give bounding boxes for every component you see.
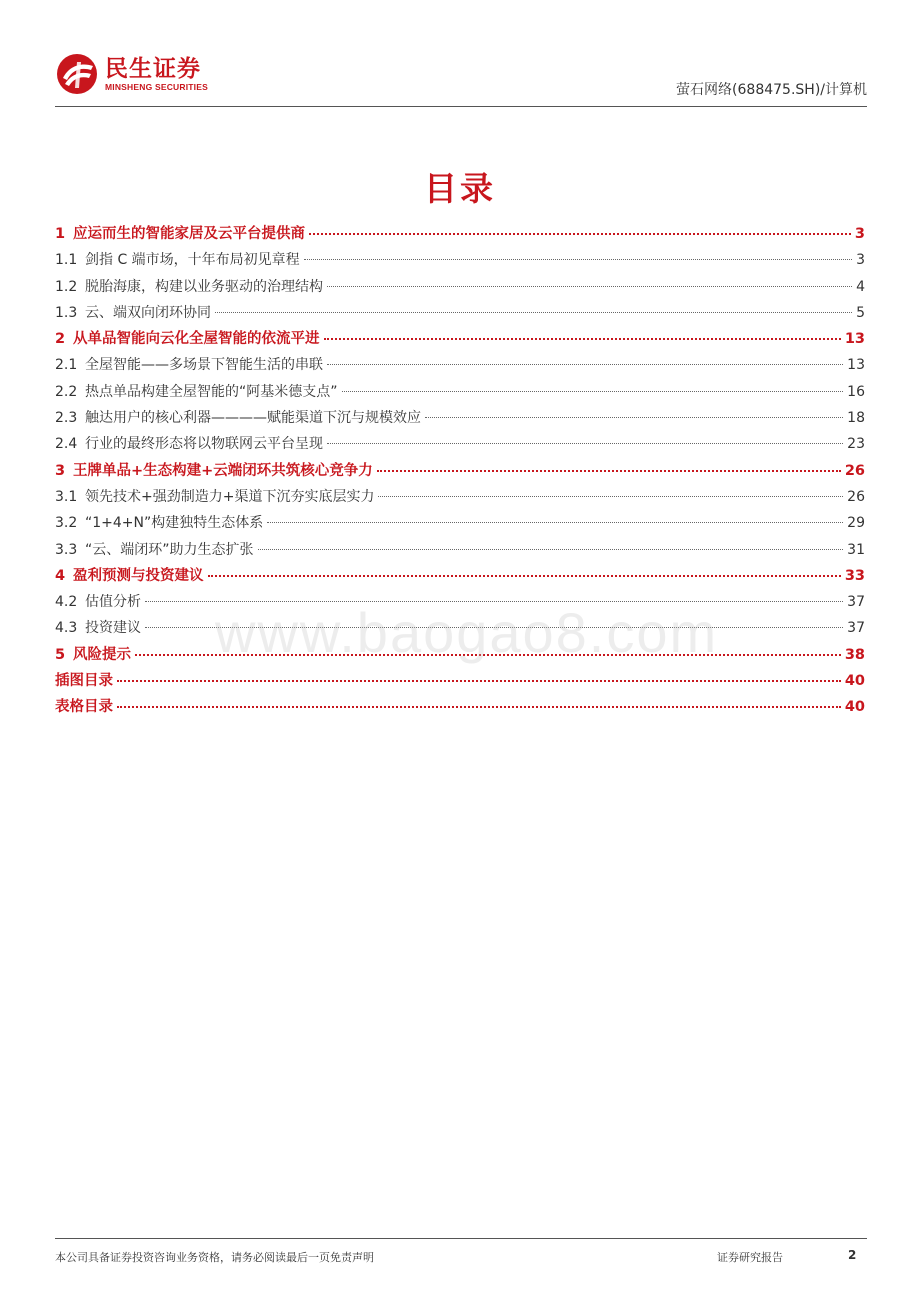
toc-dot-leader [215, 311, 852, 313]
toc-entry-text: 插图目录 [55, 673, 113, 690]
toc-entry-label [55, 405, 421, 431]
toc-entry[interactable] [55, 563, 865, 589]
toc-dot-leader [309, 232, 851, 235]
toc-entry[interactable] [55, 615, 865, 641]
toc-dot-leader [324, 337, 841, 340]
toc-entry-text: 热点单品构建全屋智能的“阿基米德支点” [85, 383, 338, 400]
toc-dot-leader [304, 258, 852, 260]
toc-entry[interactable] [55, 668, 865, 694]
toc-entry-number: 3.1 [55, 488, 78, 505]
toc-entry[interactable] [55, 431, 865, 457]
footer-disclaimer: 本公司具备证券投资咨询业务资格，请务必阅读最后一页免责声明 [55, 1251, 374, 1264]
page-header [55, 50, 867, 106]
toc-entry-page: 40 [844, 673, 865, 690]
logo-english-name: MINSHENG SECURITIES [105, 81, 208, 92]
toc-entry-number: 1.3 [55, 304, 78, 321]
toc-entry-number: 1 [55, 226, 66, 242]
toc-dot-leader [327, 442, 843, 444]
toc-entry[interactable] [55, 458, 865, 484]
toc-entry-text: “1+4+N”构建独特生态体系 [85, 515, 264, 532]
minsheng-logo-icon [55, 52, 99, 96]
toc-entry[interactable] [55, 274, 865, 300]
toc-entry-label [55, 247, 300, 273]
toc-entry-number: 2.2 [55, 383, 78, 400]
toc-entry-label [55, 642, 131, 668]
toc-entry-page: 16 [847, 383, 865, 400]
toc-entry-text: 表格目录 [55, 699, 113, 716]
toc-entry-text: 王牌单品+生态构建+云端闭环共筑核心竞争力 [73, 462, 373, 479]
toc-entry-page: 37 [847, 594, 865, 611]
toc-entry[interactable] [55, 694, 865, 720]
toc-entry-text: 全屋智能——多场景下智能生活的串联 [85, 357, 323, 374]
toc-entry-label [55, 300, 211, 326]
toc-title: 目录 [424, 169, 496, 208]
toc-entry-text: 估值分析 [85, 594, 141, 611]
toc-entry-label [55, 221, 305, 247]
toc-entry-page: 5 [856, 304, 865, 321]
toc-entry-page: 3 [854, 226, 865, 242]
table-of-contents [55, 221, 865, 721]
toc-entry-text: 风险提示 [73, 646, 131, 663]
toc-entry-text: 触达用户的核心利器————赋能渠道下沉与规模效应 [85, 410, 421, 427]
toc-entry-label [55, 668, 113, 694]
toc-entry-number: 1.1 [55, 252, 78, 269]
toc-entry-text: 云、端双向闭环协同 [85, 304, 211, 321]
toc-entry-label [55, 484, 374, 510]
toc-entry-number: 2.1 [55, 357, 78, 374]
toc-entry-label [55, 326, 320, 352]
toc-entry-page: 33 [844, 567, 865, 584]
toc-entry-page: 40 [844, 699, 865, 716]
toc-entry-page: 13 [844, 331, 865, 348]
toc-entry-page: 3 [856, 252, 865, 269]
toc-entry-text: 应运而生的智能家居及云平台提供商 [73, 226, 305, 242]
toc-dot-leader [267, 521, 843, 523]
toc-entry-text: 盈利预测与投资建议 [73, 567, 204, 584]
toc-entry-text: 行业的最终形态将以物联网云平台呈现 [85, 436, 323, 453]
toc-entry-number: 2.4 [55, 436, 78, 453]
toc-dot-leader [135, 653, 841, 656]
toc-entry-label [55, 274, 323, 300]
toc-dot-leader [117, 679, 841, 682]
toc-entry-page: 23 [847, 436, 865, 453]
toc-entry-number: 2.3 [55, 410, 78, 427]
toc-dot-leader [145, 600, 843, 602]
toc-entry-text: 从单品智能向云化全屋智能的依流平进 [73, 331, 320, 348]
toc-entry-label [55, 458, 373, 484]
toc-entry-label [55, 379, 338, 405]
toc-dot-leader [342, 390, 844, 392]
toc-entry-number: 3 [55, 462, 66, 479]
toc-entry-label [55, 510, 263, 536]
toc-entry-text: 领先技术+强劲制造力+渠道下沉夯实底层实力 [85, 488, 375, 505]
toc-dot-leader [377, 469, 841, 472]
header-divider [55, 106, 867, 107]
toc-entry[interactable] [55, 352, 865, 378]
toc-entry[interactable] [55, 589, 865, 615]
page-number: 2 [848, 1248, 857, 1262]
toc-entry-text: 投资建议 [85, 620, 141, 637]
toc-entry[interactable] [55, 221, 865, 247]
toc-entry-label [55, 352, 323, 378]
toc-entry-number: 4.2 [55, 594, 78, 611]
toc-dot-leader [378, 495, 843, 497]
footer-report-type: 证券研究报告 [717, 1251, 783, 1264]
toc-entry-page: 38 [844, 646, 865, 663]
toc-dot-leader [258, 548, 844, 550]
toc-dot-leader [117, 705, 841, 708]
footer-divider [55, 1238, 867, 1239]
toc-entry-label [55, 431, 323, 457]
company-logo [55, 52, 208, 96]
toc-dot-leader [327, 363, 843, 365]
toc-entry-label [55, 563, 204, 589]
toc-entry-page: 4 [856, 278, 865, 295]
toc-entry[interactable] [55, 300, 865, 326]
toc-entry[interactable] [55, 484, 865, 510]
toc-entry-page: 26 [844, 462, 865, 479]
toc-entry-page: 31 [847, 541, 865, 558]
watermark: www.baogao8.com [215, 601, 719, 664]
toc-entry-number: 5 [55, 646, 66, 663]
toc-entry-number: 3.3 [55, 541, 78, 558]
toc-entry-page: 13 [847, 357, 865, 374]
toc-entry-page: 29 [847, 515, 865, 532]
toc-entry-label [55, 615, 141, 641]
toc-entry[interactable] [55, 326, 865, 352]
toc-entry-text: “云、端闭环”助力生态扩张 [85, 541, 254, 558]
toc-entry[interactable] [55, 379, 865, 405]
toc-entry-page: 26 [847, 488, 865, 505]
toc-entry-number: 2 [55, 331, 66, 348]
toc-entry[interactable] [55, 247, 865, 273]
toc-entry-label [55, 694, 113, 720]
toc-entry-page: 37 [847, 620, 865, 637]
toc-entry-number: 1.2 [55, 278, 78, 295]
toc-dot-leader [425, 416, 843, 418]
toc-entry[interactable] [55, 642, 865, 668]
toc-dot-leader [208, 574, 841, 577]
report-subject: 萤石网络(688475.SH)/计算机 [676, 82, 867, 98]
toc-entry-label [55, 589, 141, 615]
toc-dot-leader [327, 285, 852, 287]
toc-entry[interactable] [55, 405, 865, 431]
toc-entry-number: 4 [55, 567, 66, 584]
toc-entry[interactable] [55, 510, 865, 536]
toc-entry-number: 3.2 [55, 515, 78, 532]
toc-entry-text: 剑指 C 端市场，十年布局初见章程 [85, 252, 300, 269]
logo-chinese-name: 民生证券 [105, 55, 201, 82]
toc-entry-label [55, 537, 254, 563]
toc-entry-number: 4.3 [55, 620, 78, 637]
toc-entry[interactable] [55, 537, 865, 563]
toc-entry-page: 18 [847, 410, 865, 427]
toc-entry-text: 脱胎海康，构建以业务驱动的治理结构 [85, 278, 323, 295]
toc-dot-leader [145, 626, 843, 628]
